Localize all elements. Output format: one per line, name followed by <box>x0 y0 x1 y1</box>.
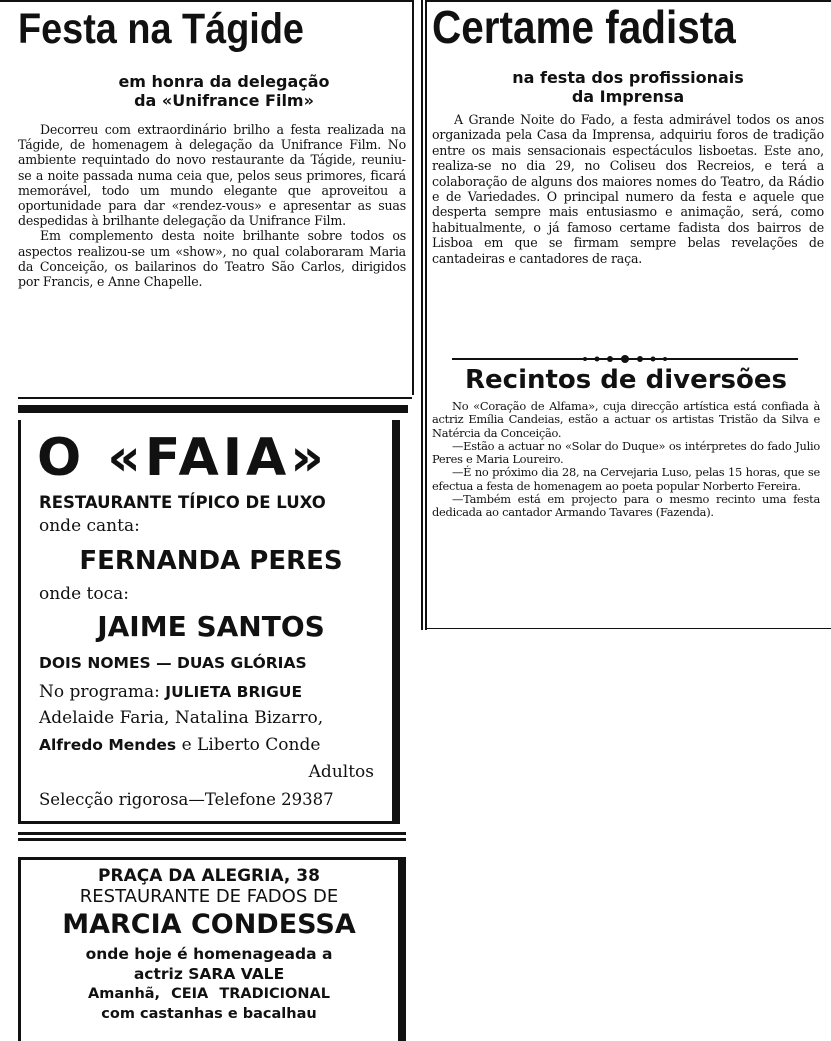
right-article-subhead-2: da Imprensa <box>571 87 685 106</box>
recintos-paragraph-3: —É no próximo dia 28, na Cervejaria Luso, pelas 15 horas, que se efectua a festa de homenagem ao poeta popular Norberto Fereira. <box>432 465 820 493</box>
left-article-subhead-2: da «Unifrance Film» <box>134 91 314 110</box>
faia-artists-2 <box>39 735 320 755</box>
faia-program <box>39 682 302 702</box>
right-column-divider <box>421 0 423 630</box>
left-column-divider <box>412 0 414 395</box>
left-article-bottom-rule <box>18 397 412 399</box>
marcia-address: PRAÇA DA ALEGRIA, 38 <box>98 866 320 886</box>
right-column-bottom-rule <box>425 628 831 629</box>
faia-audience: Adultos <box>308 762 374 782</box>
left-article-paragraph-2: Em complemento desta noite brilhante sobre todos os aspectos realizou-se um «show», no qual colaboraram Maria da Conceição, os bailarinos do Teatro São Carlos, dirigidos por Francis, e Anne Chapelle. <box>18 228 406 290</box>
faia-selection: Selecção rigorosa—Telefone 29387 <box>39 790 334 809</box>
faia-singer: FERNANDA PERES <box>79 546 343 576</box>
faia-artist-bold: Alfredo Mendes <box>39 736 177 754</box>
faia-plays-label: onde toca: <box>39 584 129 604</box>
faia-program-star: JULIETA BRIGUE <box>165 683 303 701</box>
recintos-article <box>432 364 820 520</box>
left-article-bottom-rule-thick <box>18 405 408 413</box>
right-column-divider-2 <box>425 0 427 630</box>
left-article-subhead-1: em honra da delegação <box>118 72 330 91</box>
faia-bottom-rule <box>18 832 406 835</box>
faia-sings-label: onde canta: <box>39 516 140 536</box>
marcia-ad <box>18 857 406 1041</box>
marcia-line-7: com castanhas e bacalhau <box>101 1006 317 1022</box>
left-article <box>0 4 412 289</box>
top-left-rule <box>0 0 412 2</box>
faia-tagline: DOIS NOMES — DUAS GLÓRIAS <box>39 654 307 672</box>
faia-player: JAIME SANTOS <box>97 610 325 643</box>
recintos-paragraph-1: No «Coração de Alfama», cuja direcção artística está confiada à actriz Emília Candeias, estão a actuar os artistas Tristão da Silva e Natércia da Conceição. <box>432 399 820 440</box>
right-article-paragraph-1: A Grande Noite do Fado, a festa admirável todos os anos organizada pela Casa da Imprensa, adquiriu foros de tradição entre os mais sensacionais espectáculos lisboetas. Este ano, realiza-se no dia 29, no Coliseu dos Recreios, e terá a colaboração de alguns dos maiores nomes do Teatro, da Rádio e de Variedades. O principal numero da festa e aquele que desperta sempre mais entusiasmo e animação, será, como habitualmente, o já famoso certame fadista dos bairros de Lisboa em que se firmam sempre belas revelações de cantadeiras e cantadores de raça. <box>432 112 824 266</box>
ornament-divider-svg <box>452 354 798 364</box>
faia-artists-1: Adelaide Faria, Natalina Bizarro, <box>39 708 324 728</box>
left-article-headline: Festa na Tágide <box>18 5 304 53</box>
faia-title: O «FAIA» <box>37 428 328 488</box>
recintos-paragraph-4: —Também está em projecto para o mesmo recinto uma festa dedicada ao cantador Armando Tavares (Fazenda). <box>432 492 820 520</box>
faia-program-label: No programa: <box>39 682 160 702</box>
faia-ad <box>18 420 400 824</box>
marcia-name: MARCIA CONDESSA <box>62 909 356 940</box>
right-article-headline: Certame fadista <box>432 1 736 53</box>
ornament-divider <box>452 349 798 359</box>
marcia-line-2: RESTAURANTE DE FADOS DE <box>79 886 339 907</box>
right-article <box>432 2 824 266</box>
recintos-headline: Recintos de diversões <box>465 365 787 395</box>
faia-artist-conj: e Liberto Conde <box>181 735 321 755</box>
marcia-line-4: onde hoje é homenageada a <box>85 945 333 963</box>
right-article-subhead-1: na festa dos profissionais <box>512 68 744 87</box>
marcia-line-6: Amanhã, CEIA TRADICIONAL <box>88 986 330 1002</box>
marcia-line-5: actriz SARA VALE <box>133 965 285 983</box>
faia-bottom-rule-2 <box>18 838 406 841</box>
left-article-paragraph-1: Decorreu com extraordinário brilho a festa realizada na Tágide, de homenagem à delegação da Unifrance Film. No ambiente requintado do novo restaurante da Tágide, reuniu-se a noite passada numa ceia que, pelos seus primores, ficará memorável, todo um mundo elegante que aproveitou a oportunidade para dar «rendez-vous» e apresentar as suas despedidas à brilhante delegação da Unifrance Film. <box>18 122 406 229</box>
recintos-paragraph-2: —Estão a actuar no «Solar do Duque» os intérpretes do fado Julio Peres e Maria Loureiro. <box>432 438 820 467</box>
faia-subtitle: RESTAURANTE TÍPICO DE LUXO <box>39 493 326 512</box>
